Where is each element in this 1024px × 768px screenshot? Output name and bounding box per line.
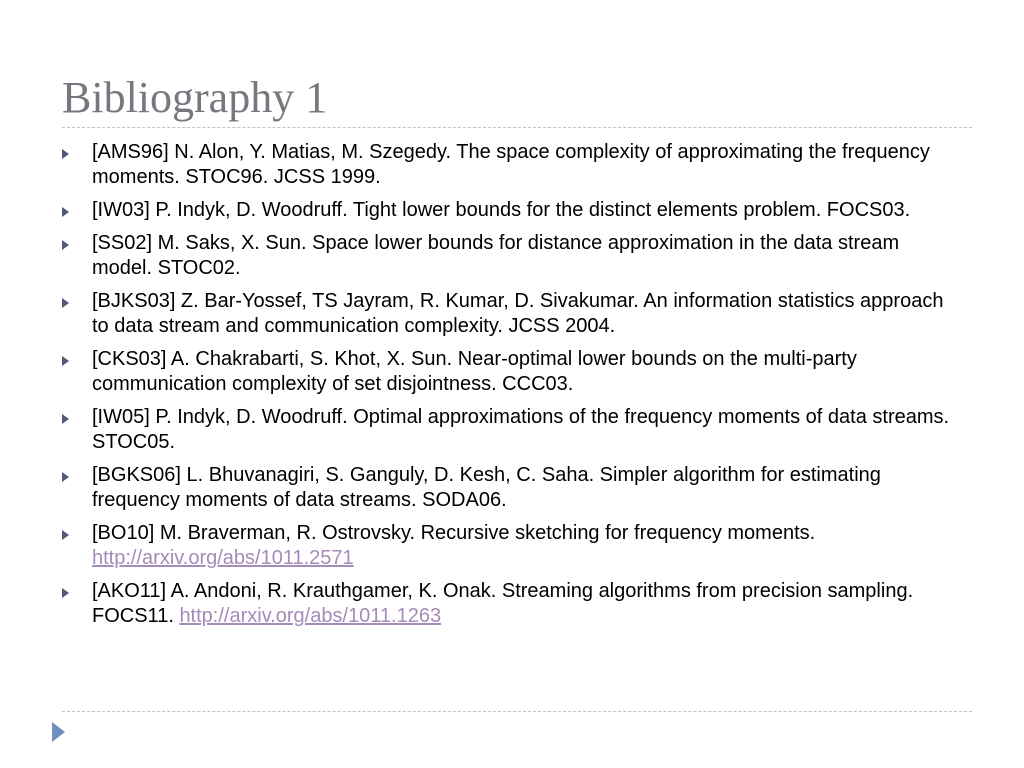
reference-item	[62, 231, 962, 281]
arxiv-link[interactable]: http://arxiv.org/abs/1011.1263	[179, 605, 442, 627]
triangle-bullet-icon	[62, 240, 69, 250]
reference-item	[62, 579, 962, 629]
reference-item	[62, 140, 962, 190]
reference-text: [BGKS06] L. Bhuvanagiri, S. Ganguly, D. Kesh, C. Saha. Simpler algorithm for estimating frequency moments of data streams. SODA06.	[92, 464, 881, 511]
reference-text: [IW05] P. Indyk, D. Woodruff. Optimal approximations of the frequency moments of data streams. STOC05.	[92, 406, 950, 453]
title-divider	[62, 127, 972, 128]
footer-divider	[62, 711, 972, 712]
triangle-bullet-icon	[62, 530, 69, 540]
reference-item	[62, 521, 962, 571]
reference-list	[62, 140, 962, 637]
triangle-bullet-icon	[62, 588, 69, 598]
triangle-bullet-icon	[62, 149, 69, 159]
reference-item	[62, 289, 962, 339]
play-arrow-icon[interactable]	[52, 722, 65, 742]
reference-text: [AKO11] A. Andoni, R. Krauthgamer, K. Onak. Streaming algorithms from precision sampling. FOCS11.	[92, 580, 914, 627]
reference-item	[62, 347, 962, 397]
triangle-bullet-icon	[62, 414, 69, 424]
reference-text: [IW03] P. Indyk, D. Woodruff. Tight lower bounds for the distinct elements problem. FOCS03.	[92, 199, 911, 221]
arxiv-link[interactable]: http://arxiv.org/abs/1011.2571	[92, 547, 354, 569]
reference-item	[62, 405, 962, 455]
reference-item	[62, 463, 962, 513]
reference-text: [AMS96] N. Alon, Y. Matias, M. Szegedy. The space complexity of approximating the frequency moments. STOC96. JCSS 1999.	[92, 141, 930, 188]
reference-item	[62, 198, 962, 223]
reference-text: [SS02] M. Saks, X. Sun. Space lower bounds for distance approximation in the data stream model. STOC02.	[92, 232, 900, 279]
reference-text: [CKS03] A. Chakrabarti, S. Khot, X. Sun. Near-optimal lower bounds on the multi-party communication complexity of set disjointness. CCC03.	[92, 348, 857, 395]
triangle-bullet-icon	[62, 472, 69, 482]
triangle-bullet-icon	[62, 207, 69, 217]
reference-text: [BJKS03] Z. Bar-Yossef, TS Jayram, R. Kumar, D. Sivakumar. An information statistics approach to data stream and communication complexity. JCSS 2004.	[92, 290, 944, 337]
page-title: Bibliography 1	[62, 73, 328, 122]
reference-text: [BO10] M. Braverman, R. Ostrovsky. Recursive sketching for frequency moments.	[92, 522, 816, 544]
triangle-bullet-icon	[62, 298, 69, 308]
triangle-bullet-icon	[62, 356, 69, 366]
